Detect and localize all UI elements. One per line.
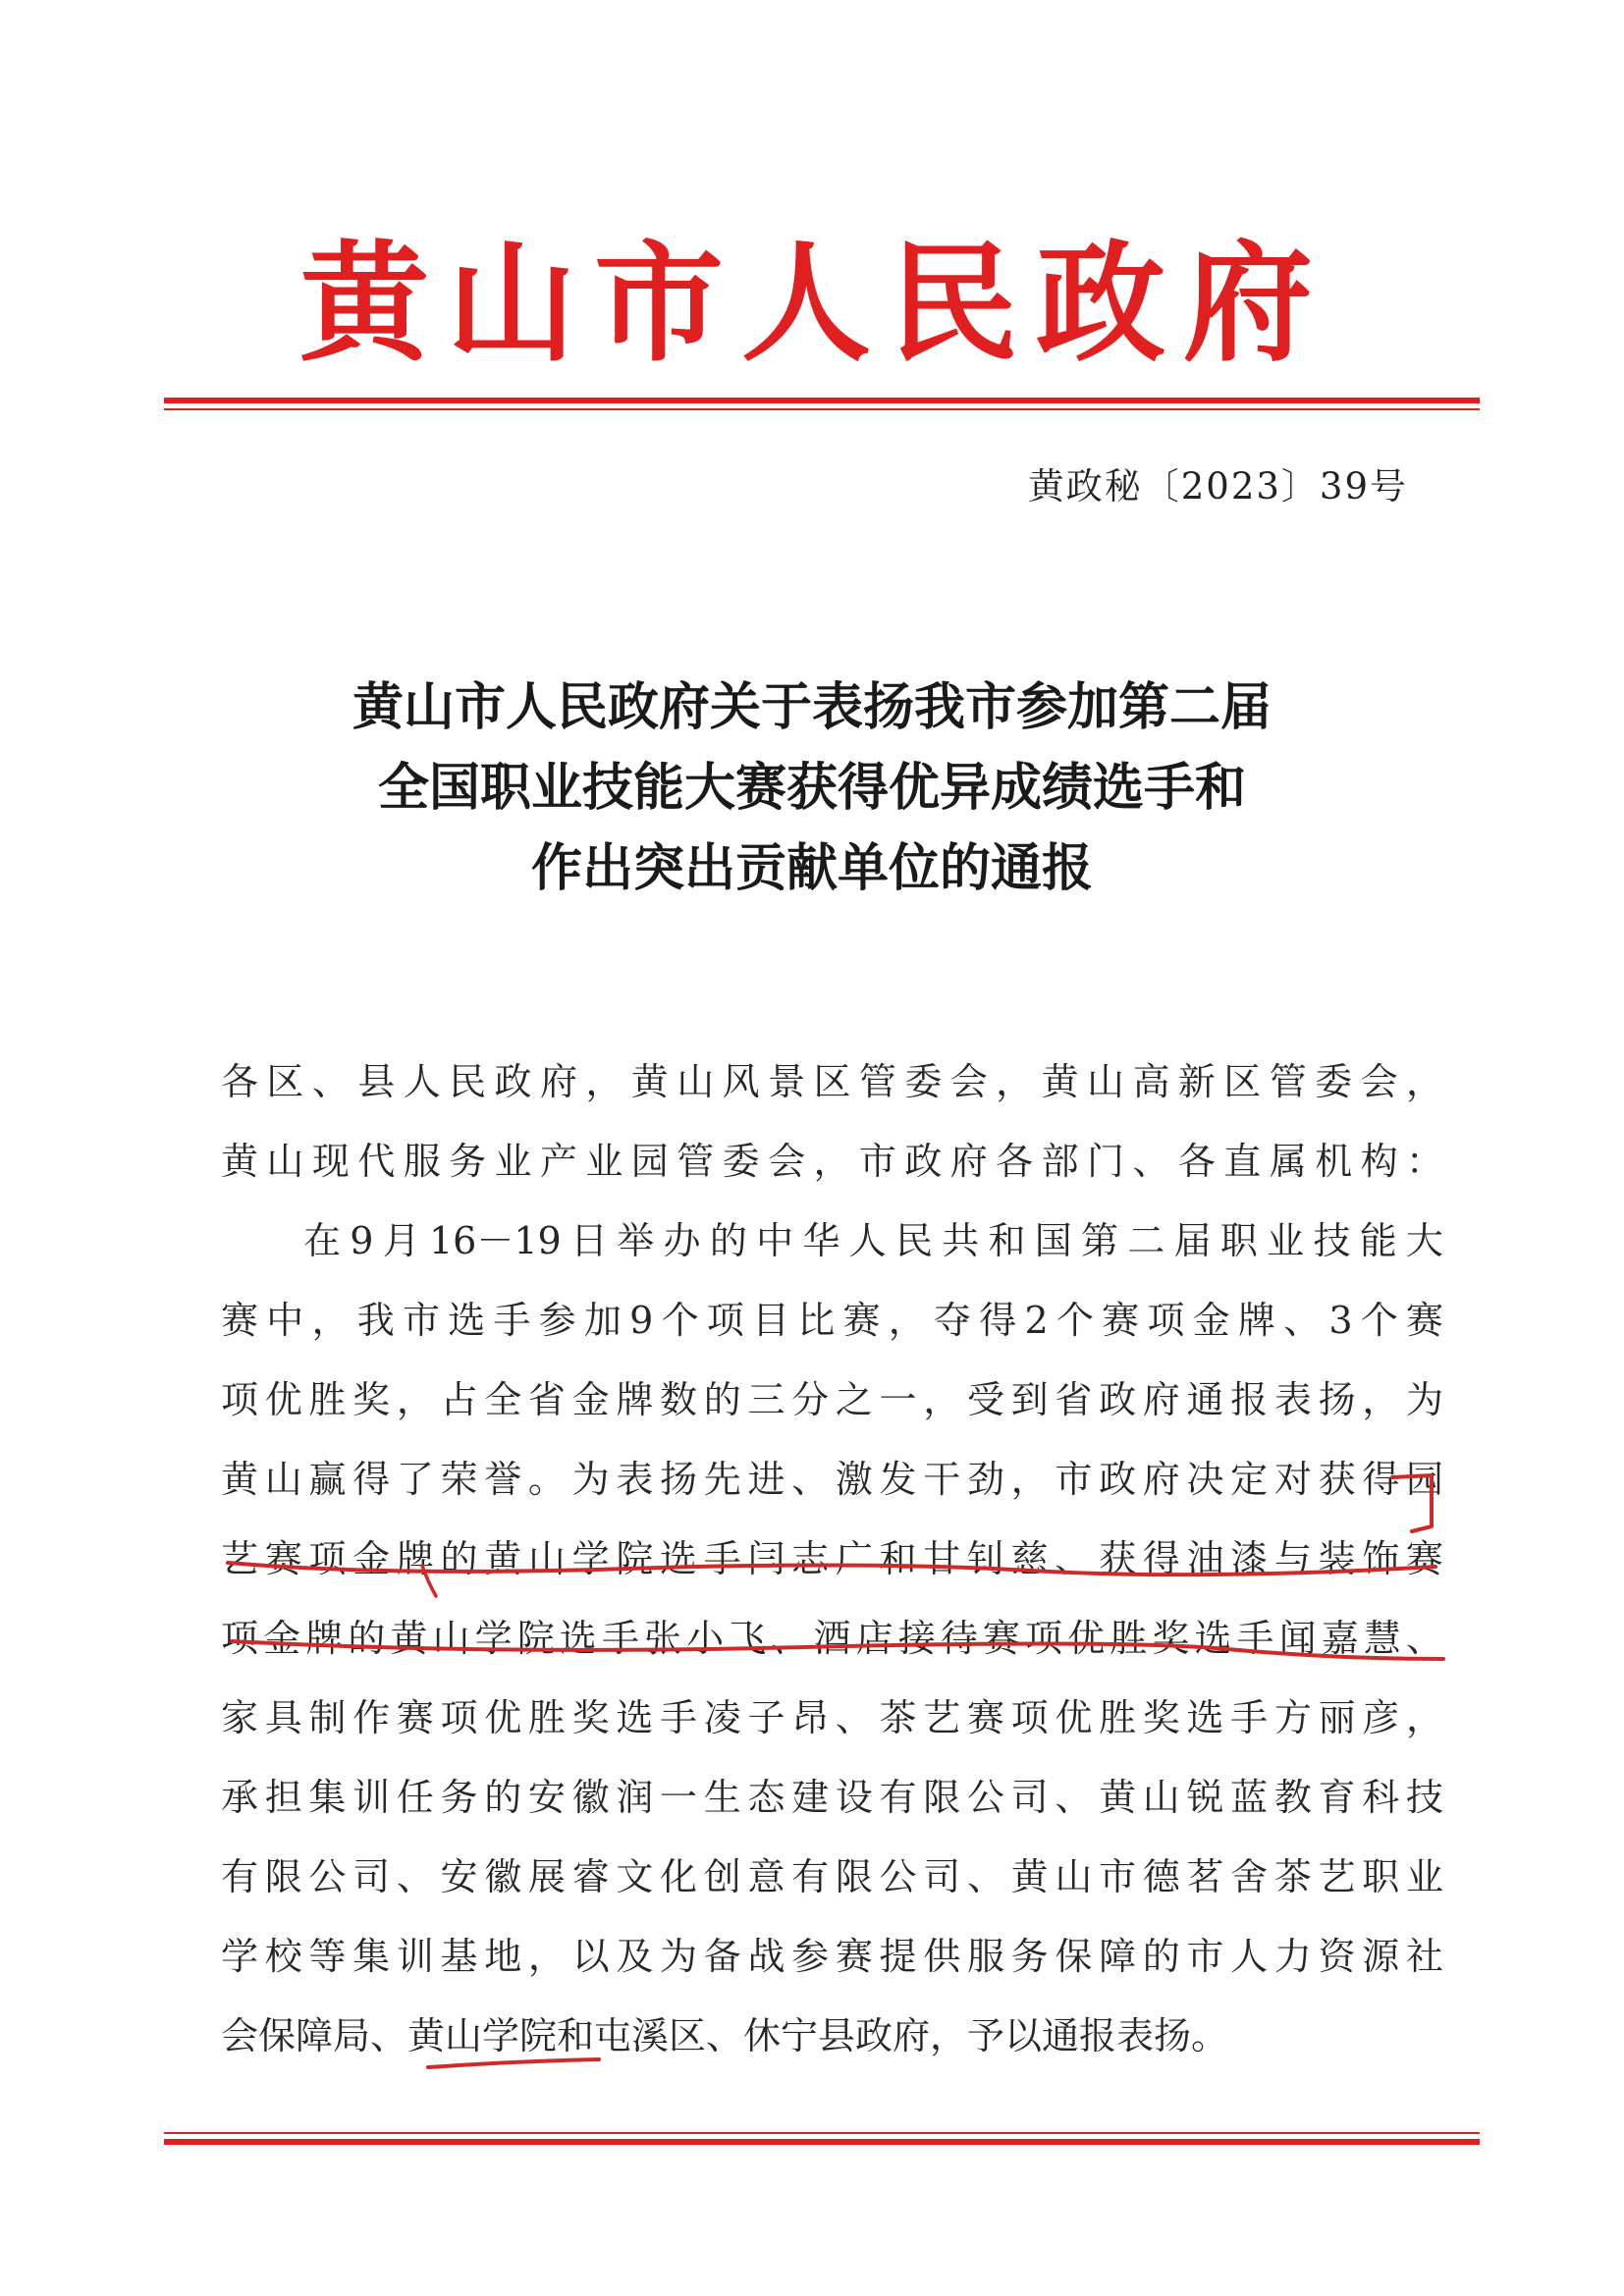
recipients-line: 各区、县人民政府，黄山风景区管委会，黄山高新区管委会，: [221, 1060, 1443, 1103]
paragraph-line: 家具制作赛项优胜奖选手凌子昂、茶艺赛项优胜奖选手方丽彦，: [221, 1696, 1443, 1739]
masthead-org-name: 黄山市人民政府: [299, 228, 1330, 380]
title-line: 作出突出贡献单位的通报: [530, 838, 1093, 898]
rule-thin: [164, 408, 1480, 410]
recipients-line: 黄山现代服务业产业园管委会，市政府各部门、各直属机构：: [221, 1140, 1443, 1183]
paragraph-line: 艺赛项金牌的黄山学院选手闫志广和甘钊慈、获得油漆与装饰赛: [221, 1537, 1443, 1580]
paragraph-line: 有限公司、安徽展睿文化创意有限公司、黄山市德茗舍茶艺职业: [221, 1855, 1443, 1898]
footer-red-rule: [164, 2132, 1480, 2145]
title-line: 黄山市人民政府关于表扬我市参加第二届: [352, 677, 1272, 737]
document-body: [221, 1042, 1443, 2076]
rule-thick: [164, 2139, 1480, 2145]
paragraph-line: 在9月16－19日举办的中华人民共和国第二届职业技能大: [303, 1219, 1443, 1262]
document-number: 黄政秘〔2023〕39号: [1027, 465, 1408, 507]
title-line: 全国职业技能大赛获得优异成绩选手和: [377, 758, 1246, 818]
paragraph-line: 项金牌的黄山学院选手张小飞、酒店接待赛项优胜奖选手闻嘉慧、: [221, 1617, 1443, 1660]
paragraph-line: 学校等集训基地，以及为备战参赛提供服务保障的市人力资源社: [221, 1935, 1443, 1978]
masthead-red-rule: [164, 398, 1480, 410]
paragraph-line: 承担集训任务的安徽润一生态建设有限公司、黄山锐蓝教育科技: [221, 1776, 1443, 1819]
document-title: [147, 667, 1477, 909]
paragraph-line-last: 会保障局、黄山学院和屯溪区、休宁县政府，予以通报表扬。: [221, 2014, 1229, 2057]
paragraph-line: 项优胜奖，占全省金牌数的三分之一，受到省政府通报表扬，为: [221, 1378, 1443, 1421]
paragraph-line: 黄山赢得了荣誉。为表扬先进、激发干劲，市政府决定对获得园: [221, 1458, 1443, 1501]
paragraph-line: 赛中，我市选手参加9个项目比赛，夺得2个赛项金牌、3个赛: [221, 1299, 1443, 1342]
